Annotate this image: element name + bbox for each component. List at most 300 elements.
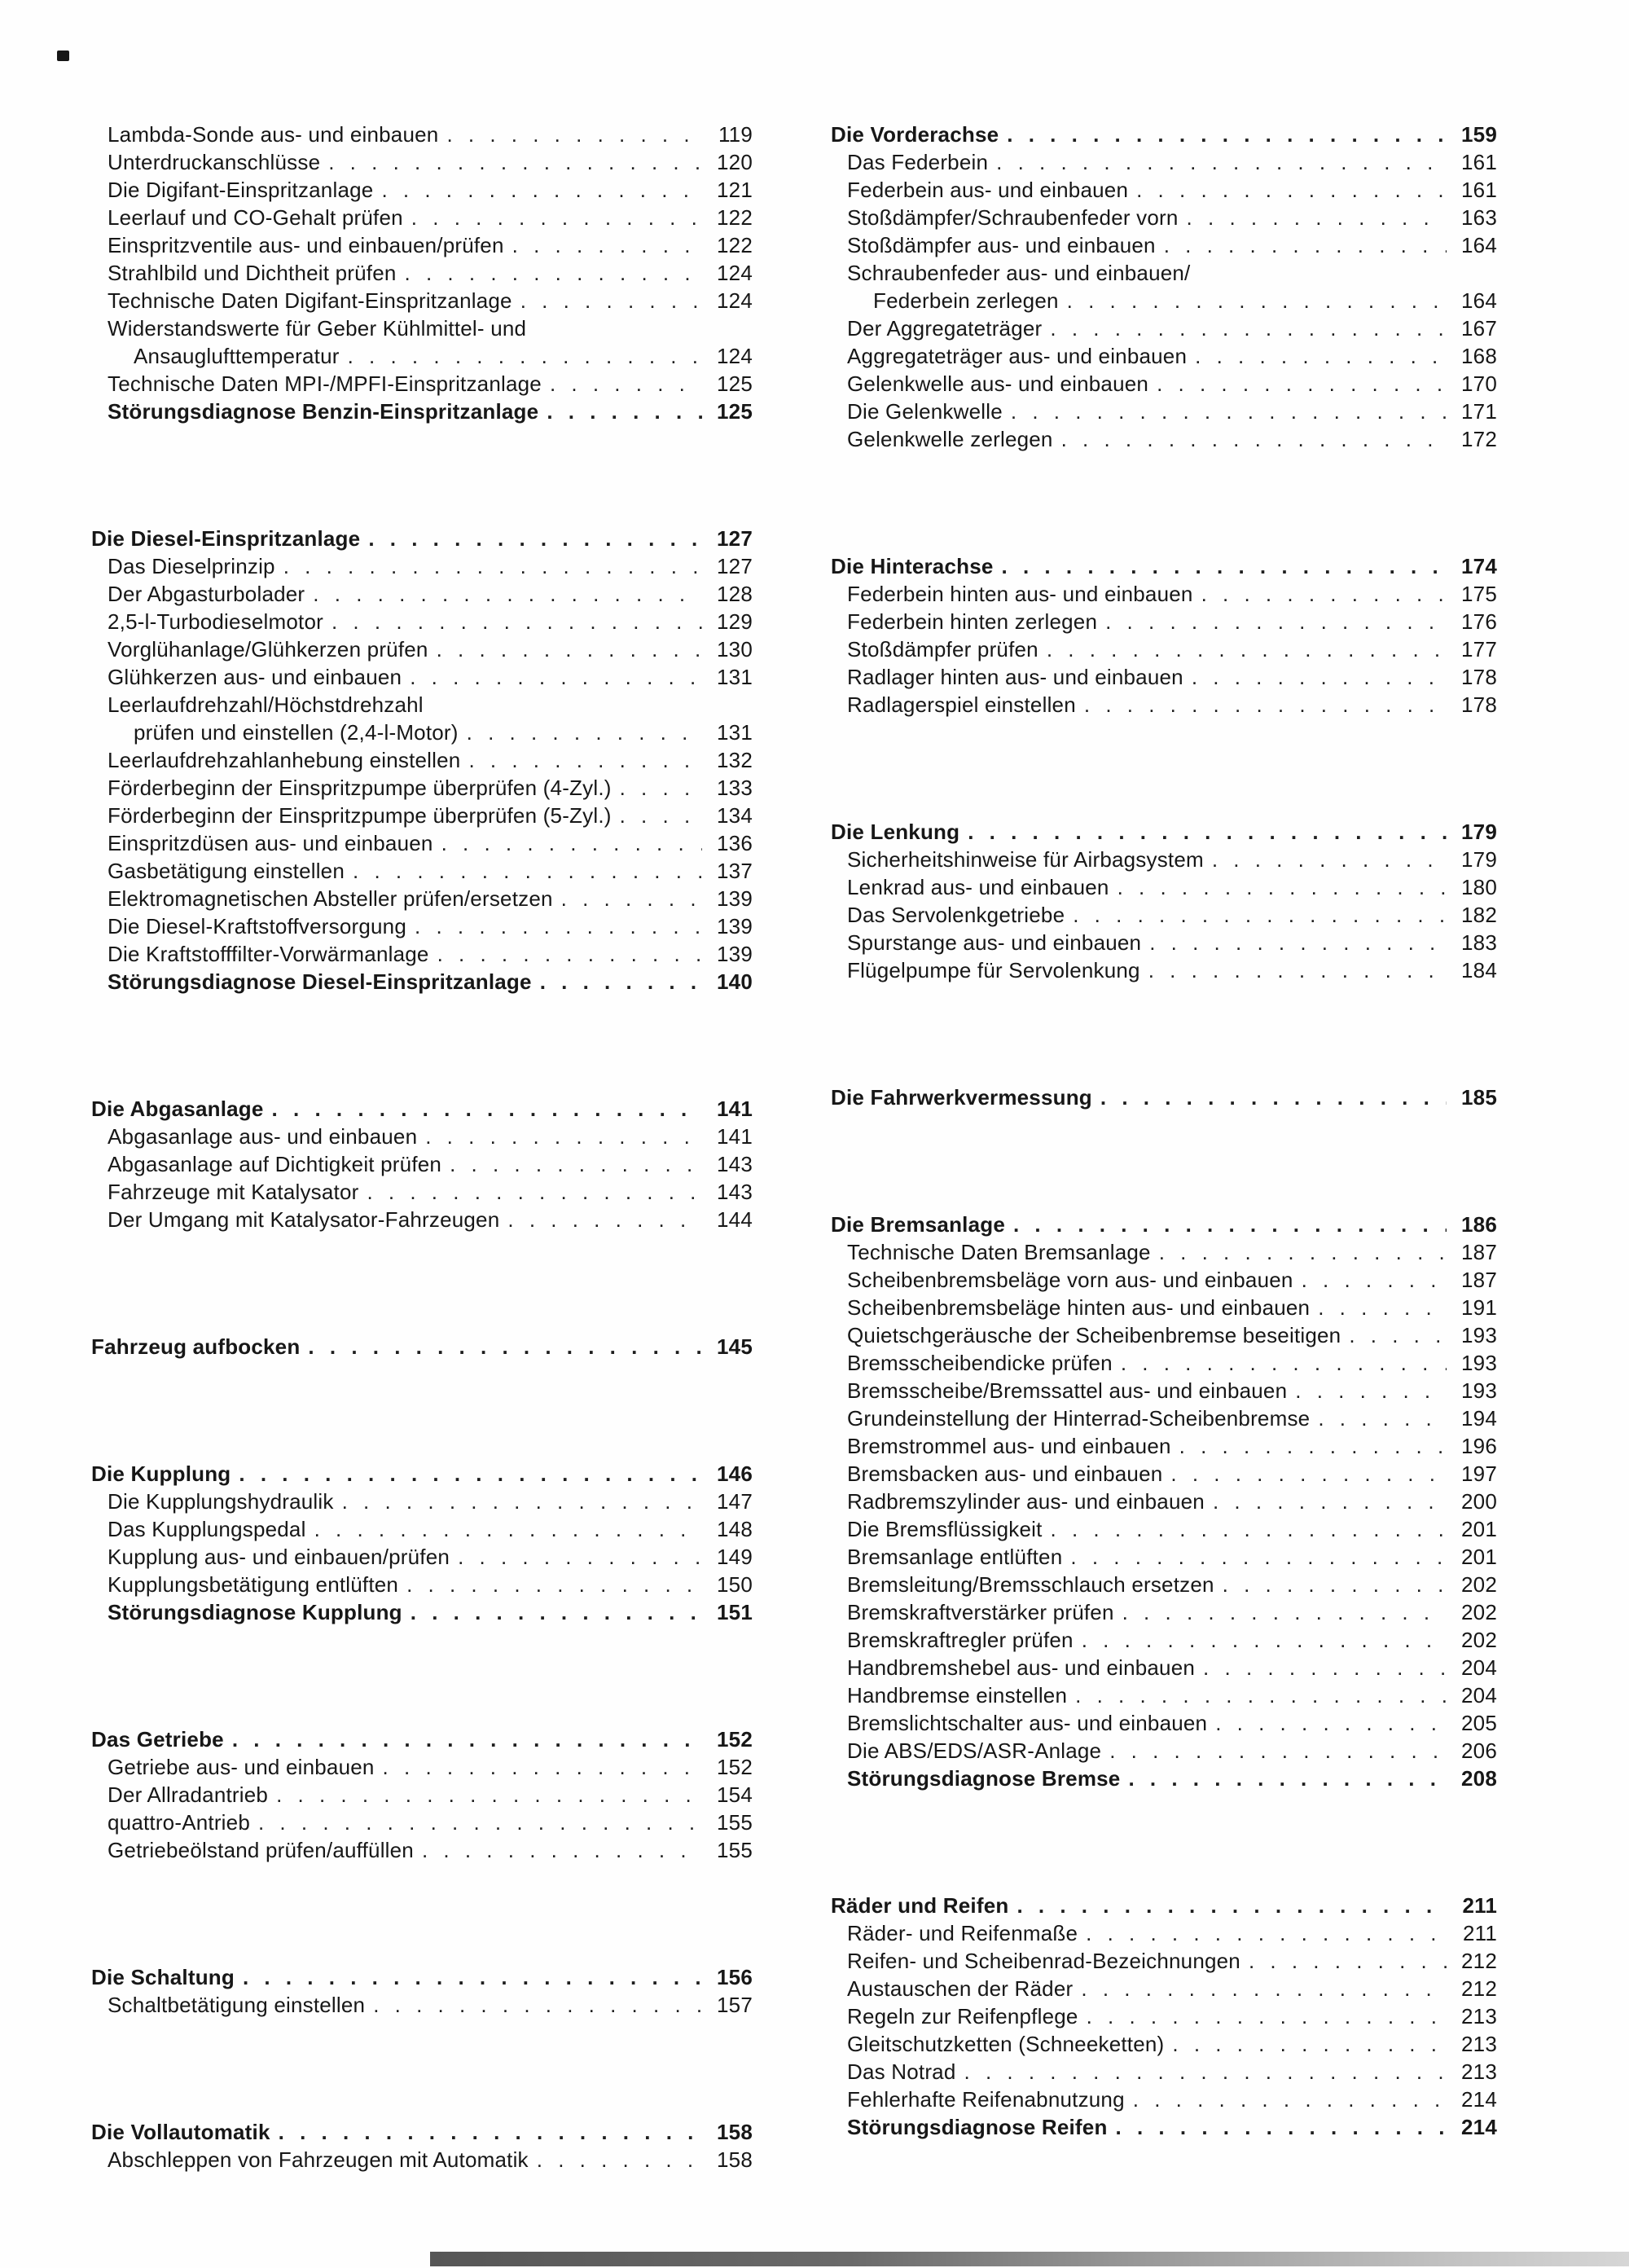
toc-entry [91,314,753,342]
toc-entry-text: Scheibenbremsbeläge vorn aus- und einbauen [847,1268,1293,1292]
dot-leader [332,608,702,635]
page-number: 194 [1461,1406,1497,1431]
dot-leader [1128,1765,1447,1792]
dot-leader [620,802,702,829]
toc-entry [831,1571,1497,1598]
toc-entry [831,1404,1497,1432]
toc-entry-text: Die Fahrwerkvermessung [831,1085,1092,1110]
page-number: 183 [1461,930,1497,955]
page-number: 146 [717,1461,753,1486]
toc-entry [91,1206,753,1233]
page-number: 213 [1461,2059,1497,2084]
toc-entry-text: Die ABS/EDS/ASR-Anlage [847,1738,1102,1763]
page-number: 186 [1461,1212,1497,1237]
toc-entry-text: Vorglühanlage/Glühkerzen prüfen [108,637,428,662]
toc-entry-text: Das Notrad [847,2059,956,2084]
dot-leader [425,1123,702,1150]
toc-entry-text: Abschleppen von Fahrzeugen mit Automatik [108,2147,529,2172]
toc-entry [91,1571,753,1598]
dot-leader [1105,608,1447,635]
toc-entry [831,1765,1497,1792]
page-number: 154 [717,1782,753,1807]
dot-leader [1013,1211,1447,1238]
dot-leader [1084,691,1447,719]
page-number: 206 [1461,1738,1497,1763]
dot-leader [1002,552,1447,580]
toc-entry [831,1975,1497,2002]
page-number: 125 [717,371,753,396]
toc-entry [831,635,1497,663]
page-number: 182 [1461,903,1497,927]
toc-entry-text: Fehlerhafte Reifenabnutzung [847,2087,1125,2112]
page-number: 124 [717,261,753,285]
toc-entry-text: Getriebeölstand prüfen/auffüllen [108,1838,414,1862]
toc-entry-text: Technische Daten Bremsanlage [847,1240,1151,1264]
toc-entry [91,1598,753,1626]
page-number: 161 [1461,178,1497,202]
toc-entry-text: Die Bremsanlage [831,1212,1005,1237]
dot-leader [450,1150,702,1178]
page-number: 205 [1461,1711,1497,1735]
page-number: 178 [1461,692,1497,717]
toc-group [831,121,1497,453]
toc-entry-text: Die Schaltung [91,1965,235,1989]
toc-entry [831,314,1497,342]
toc-entry [831,121,1497,148]
dot-leader [446,121,702,148]
toc-entry-text: Kupplung aus- und einbauen/prüfen [108,1545,450,1569]
toc-entry-text: Quietschgeräusche der Scheibenbremse beseitigen [847,1323,1341,1347]
dot-leader [1121,1349,1447,1377]
toc-entry-text: Spurstange aus- und einbauen [847,930,1142,955]
toc-entry [831,552,1497,580]
toc-entry-text: Bremslichtschalter aus- und einbauen [847,1711,1208,1735]
dot-leader [1318,1294,1447,1321]
toc-entry [91,746,753,774]
toc-entry-text: Abgasanlage aus- und einbauen [108,1124,418,1149]
page-number: 156 [717,1965,753,1989]
toc-entry-text: Die Diesel-Kraftstoffversorgung [108,914,406,938]
toc-entry-text: Bremsscheibe/Bremssattel aus- und einbauen [847,1378,1288,1403]
toc-entry [831,1947,1497,1975]
page-number: 119 [718,122,753,147]
toc-entry [91,2146,753,2174]
dot-leader [540,968,702,996]
page-number: 176 [1461,609,1497,634]
toc-entry-text: Das Dieselprinzip [108,554,275,578]
toc-entry-text: Störungsdiagnose Kupplung [108,1600,402,1624]
dot-leader [258,1809,702,1836]
dot-leader [1170,1460,1447,1488]
dot-leader [1164,231,1447,259]
toc-group [91,1725,753,1864]
toc-entry [91,121,753,148]
toc-entry [831,148,1497,176]
page-number: 175 [1461,582,1497,606]
toc-entry [91,1963,753,1991]
dot-leader [1223,1571,1447,1598]
toc-entry-text: Die Kupplung [91,1461,231,1486]
dot-leader [1302,1266,1447,1294]
page-number: 211 [1462,1921,1497,1945]
page-number: 202 [1461,1628,1497,1652]
dot-leader [1073,901,1447,929]
toc-entry-text: Störungsdiagnose Benzin-Einspritzanlage [108,399,539,424]
page-number: 202 [1461,1572,1497,1597]
page-number: 201 [1461,1517,1497,1541]
toc-entry-text: Lenkrad aus- und einbauen [847,875,1109,899]
dot-leader [1192,663,1447,691]
toc-group [831,1211,1497,1792]
dot-leader [383,1753,702,1781]
dot-leader [964,2058,1447,2086]
dot-leader [283,552,702,580]
page-number: 168 [1461,344,1497,368]
dot-leader [1082,1626,1447,1654]
toc-entry [91,857,753,885]
dot-leader [1201,580,1447,608]
toc-entry [91,525,753,552]
toc-entry [91,1460,753,1488]
toc-entry [91,968,753,996]
dot-leader [415,912,702,940]
dot-leader [467,719,702,746]
toc-entry-text: Die Lenkung [831,820,960,844]
toc-entry-text: Leerlaufdrehzahlanhebung einstellen [108,748,461,772]
toc-entry-text: Flügelpumpe für Servolenkung [847,958,1140,982]
toc-entry [91,1753,753,1781]
page-number: 124 [717,344,753,368]
toc-entry [91,204,753,231]
toc-group [91,525,753,996]
toc-entry [91,231,753,259]
toc-entry-text: Technische Daten Digifant-Einspritzanlage [108,288,512,313]
toc-entry-text: Scheibenbremsbeläge hinten aus- und einbauen [847,1295,1311,1320]
page-number: 204 [1461,1655,1497,1680]
toc-entry-text: Das Getriebe [91,1727,224,1752]
toc-entry [831,259,1497,287]
toc-entry-text: Schaltbetätigung einstellen [108,1993,366,2017]
toc-entry [831,2113,1497,2141]
dot-leader [1050,314,1447,342]
dot-leader [520,287,702,314]
dot-leader [1117,873,1447,901]
page-number: 125 [717,399,753,424]
toc-entry [91,2118,753,2146]
toc-entry-text: Der Allradantrieb [108,1782,269,1807]
toc-entry-text: Die Vorderachse [831,122,999,147]
toc-entry [91,1836,753,1864]
toc-entry [91,1178,753,1206]
dot-leader [1157,370,1447,398]
page-number: 145 [717,1334,753,1359]
toc-entry-text: Einspritzdüsen aus- und einbauen [108,831,433,855]
page-number: 164 [1461,288,1497,313]
page-number: 187 [1461,1240,1497,1264]
dot-leader [239,1460,702,1488]
dot-leader [348,342,702,370]
toc-entry-text: Federbein aus- und einbauen [847,178,1129,202]
page-number: 193 [1461,1378,1497,1403]
dot-leader [1172,2030,1447,2058]
toc-entry [831,1488,1497,1515]
dot-leader [243,1963,702,1991]
dot-leader [342,1488,702,1515]
toc-entry [831,929,1497,956]
dot-leader [410,663,702,691]
toc-entry [831,846,1497,873]
toc-entry-text: Widerstandswerte für Geber Kühlmittel- und [108,316,527,341]
page-number: 131 [717,665,753,689]
page-number: 141 [717,1097,753,1121]
toc-entry-text: Ansauglufttemperatur [134,344,340,368]
toc-entry [831,425,1497,453]
page-number: 204 [1461,1683,1497,1708]
page-number: 144 [717,1207,753,1232]
toc-entry [831,2002,1497,2030]
toc-entry [91,287,753,314]
toc-entry [831,1515,1497,1543]
page-number: 159 [1461,122,1497,147]
toc-entry [91,608,753,635]
toc-entry-text: Förderbeginn der Einspritzpumpe überprüfen (5-Zyl.) [108,803,612,828]
toc-entry-text: Radlagerspiel einstellen [847,692,1076,717]
toc-entry [831,873,1497,901]
dot-leader [1179,1432,1447,1460]
toc-entry-text: Fahrzeuge mit Katalysator [108,1180,359,1204]
toc-entry-text: Stoßdämpfer prüfen [847,637,1038,662]
toc-column-right [831,121,1497,2141]
toc-entry [831,1892,1497,1919]
page-number: 151 [717,1600,753,1624]
dot-leader [1133,2086,1447,2113]
dot-leader [1215,1709,1447,1737]
toc-entry [831,901,1497,929]
toc-entry [91,176,753,204]
dot-leader [1081,1975,1447,2002]
dot-leader [1007,121,1447,148]
toc-entry-text: prüfen und einstellen (2,4-l-Motor) [134,720,459,745]
toc-entry [91,1488,753,1515]
dot-leader [441,829,702,857]
page-number: 208 [1461,1766,1497,1791]
dot-leader [547,398,702,425]
page-number: 213 [1461,2004,1497,2028]
toc-entry [831,1598,1497,1626]
toc-entry [91,398,753,425]
dot-leader [1067,287,1447,314]
toc-entry [91,1515,753,1543]
toc-entry [91,148,753,176]
page-number: 212 [1461,1976,1497,2001]
toc-group [91,1333,753,1360]
toc-entry [91,259,753,287]
toc-entry [831,608,1497,635]
toc-entry [91,1095,753,1123]
toc-entry-text: Das Servolenkgetriebe [847,903,1065,927]
dot-leader [1318,1404,1447,1432]
toc-entry [91,774,753,802]
dot-leader [422,1836,702,1864]
page-number: 193 [1461,1323,1497,1347]
page-number: 134 [717,803,753,828]
dot-leader [1136,176,1447,204]
dot-leader [232,1725,702,1753]
toc-entry-text: Leerlaufdrehzahl/Höchstdrehzahl [108,692,424,717]
dot-leader [1086,1919,1447,1947]
toc-entry [831,2058,1497,2086]
toc-entry-text: Reifen- und Scheibenrad-Bezeichnungen [847,1949,1240,1973]
toc-entry-text: Fahrzeug aufbocken [91,1334,301,1359]
toc-entry [831,956,1497,984]
page-number: 185 [1461,1085,1497,1110]
dot-leader [406,1571,702,1598]
page-number: 152 [717,1755,753,1779]
page-number: 191 [1461,1295,1497,1320]
toc-entry [831,1460,1497,1488]
dot-leader [1011,398,1447,425]
dot-leader [353,857,702,885]
dot-leader [308,1333,702,1360]
toc-entry [91,802,753,829]
toc-entry-text: 2,5-l-Turbodieselmotor [108,609,323,634]
toc-entry-text: Der Aggregateträger [847,316,1043,341]
dot-leader [328,148,702,176]
toc-entry-text: Lambda-Sonde aus- und einbauen [108,122,439,147]
toc-entry [831,1294,1497,1321]
dot-leader [1109,1737,1447,1765]
dot-leader [368,525,702,552]
dot-leader [1149,929,1447,956]
page-number: 139 [717,914,753,938]
toc-entry [91,1150,753,1178]
page-number: 200 [1461,1489,1497,1514]
dot-leader [272,1095,702,1123]
toc-entry [831,1349,1497,1377]
dot-leader [1116,2113,1447,2141]
dot-leader [1070,1543,1447,1571]
toc-entry-text: Strahlbild und Dichtheit prüfen [108,261,397,285]
toc-group [91,1963,753,2019]
toc-entry-text: Bremstrommel aus- und einbauen [847,1434,1171,1458]
page-number: 136 [717,831,753,855]
toc-entry [831,1626,1497,1654]
page-number: 120 [717,150,753,174]
toc-entry-text: Bremsanlage entlüften [847,1545,1063,1569]
toc-group [831,552,1497,719]
toc-entry-text: Räder und Reifen [831,1893,1009,1918]
toc-entry-text: Schraubenfeder aus- und einbauen/ [847,261,1191,285]
toc-entry-text: Elektromagnetischen Absteller prüfen/ersetzen [108,886,553,911]
toc-entry [831,342,1497,370]
toc-group [831,1892,1497,2141]
page-number: 148 [717,1517,753,1541]
toc-entry [831,580,1497,608]
toc-group [91,121,753,425]
page-number: 179 [1461,820,1497,844]
page-number: 178 [1461,665,1497,689]
toc-entry-text: Das Kupplungspedal [108,1517,306,1541]
dot-leader [458,1543,702,1571]
toc-entry [831,204,1497,231]
dot-leader [1100,1083,1447,1111]
toc-entry-text: Die Bremsflüssigkeit [847,1517,1043,1541]
toc-entry-text: Federbein zerlegen [873,288,1059,313]
toc-entry-text: Regeln zur Reifenpflege [847,2004,1078,2028]
page-number: 193 [1461,1351,1497,1375]
dot-leader [314,1515,702,1543]
page-number: 129 [717,609,753,634]
page-number: 214 [1461,2087,1497,2112]
toc-entry-text: Handbremse einstellen [847,1683,1068,1708]
toc-entry-text: Leerlauf und CO-Gehalt prüfen [108,205,403,230]
toc-entry-text: Technische Daten MPI-/MPFI-Einspritzanlage [108,371,542,396]
toc-entry [831,1919,1497,1947]
page-number: 170 [1461,371,1497,396]
toc-entry [91,940,753,968]
page-number: 147 [717,1489,753,1514]
toc-entry-text: Die Gelenkwelle [847,399,1003,424]
toc-entry [91,635,753,663]
dot-leader [1295,1377,1447,1404]
dot-leader [1195,342,1447,370]
toc-entry-text: Gelenkwelle zerlegen [847,427,1053,451]
toc-entry [831,287,1497,314]
toc-entry [91,663,753,691]
dot-leader [367,1178,702,1206]
toc-entry-text: Die Kraftstofffilter-Vorwärmanlage [108,942,429,966]
toc-entry [831,1709,1497,1737]
toc-entry-text: Die Abgasanlage [91,1097,264,1121]
toc-entry [91,342,753,370]
page-number: 157 [717,1993,753,2017]
toc-entry [91,1809,753,1836]
page-number: 164 [1461,233,1497,257]
dot-leader [1212,846,1447,873]
toc-entry-text: Glühkerzen aus- und einbauen [108,665,402,689]
toc-entry-text: Bremsbacken aus- und einbauen [847,1461,1163,1486]
dot-leader [512,231,702,259]
page-number: 137 [717,859,753,883]
dot-leader [1249,1947,1447,1975]
dot-leader [468,746,702,774]
dot-leader [620,774,702,802]
dot-leader [1148,956,1447,984]
page-number: 158 [717,2120,753,2144]
toc-entry [91,829,753,857]
toc-entry-text: Gelenkwelle aus- und einbauen [847,371,1149,396]
scan-artifact-bottom-bar [430,2252,1629,2266]
dot-leader [313,580,702,608]
dot-leader [437,635,702,663]
page-number: 127 [717,554,753,578]
toc-entry-text: Kupplungsbetätigung entlüften [108,1572,399,1597]
page-number: 211 [1462,1893,1497,1918]
page-number: 155 [717,1838,753,1862]
toc-entry [831,1238,1497,1266]
toc-group [91,1095,753,1233]
page-number: 177 [1461,637,1497,662]
page-number: 139 [717,886,753,911]
toc-entry-text: Handbremshebel aus- und einbauen [847,1655,1196,1680]
toc-entry-text: Störungsdiagnose Bremse [847,1766,1121,1791]
page-number: 132 [717,748,753,772]
toc-entry-text: Bremsleitung/Bremsschlauch ersetzen [847,1572,1214,1597]
toc-entry [831,370,1497,398]
dot-leader [1047,635,1447,663]
page-number: 143 [717,1180,753,1204]
toc-entry-text: Federbein hinten aus- und einbauen [847,582,1193,606]
